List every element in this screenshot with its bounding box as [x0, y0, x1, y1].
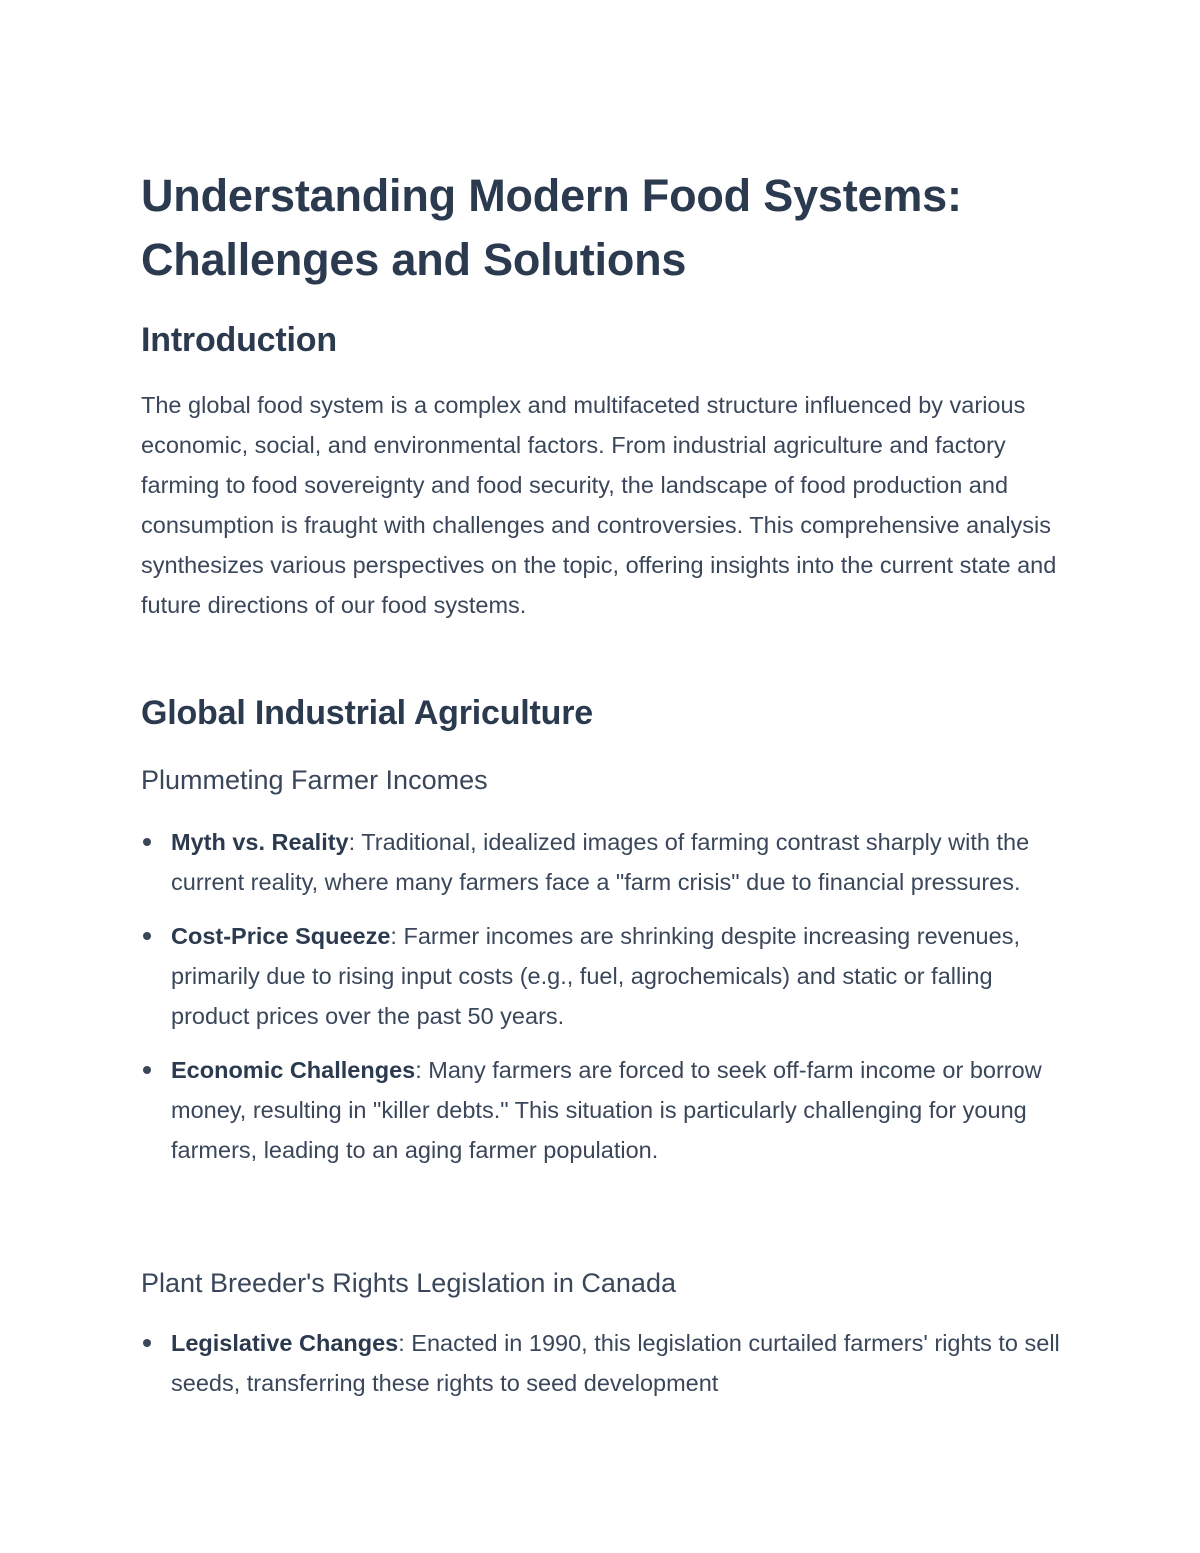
list-item-text: : Farmer incomes are shrinking despite increasing revenues, primarily due to rising input costs (e.g., fuel, agrochemicals) and static or falling product prices over the past 50 years. — [171, 923, 1020, 1029]
list-item — [141, 916, 1066, 1036]
list-item-label: Legislative Changes — [171, 1330, 399, 1356]
bullet-icon — [143, 932, 151, 940]
farmer-incomes-list — [141, 822, 1066, 1184]
bullet-icon — [143, 1339, 151, 1347]
list-item-text: : Enacted in 1990, this legislation curtailed farmers' rights to sell seeds, transferring these rights to seed development — [171, 1330, 1060, 1396]
list-item-label: Economic Challenges — [171, 1057, 416, 1083]
subsection-heading-farmer-incomes: Plummeting Farmer Incomes — [141, 765, 488, 795]
section-heading-introduction: Introduction — [141, 321, 337, 359]
document-page — [141, 0, 1066, 1553]
list-item — [141, 822, 1066, 902]
introduction-paragraph: The global food system is a complex and multifaceted structure influenced by various economic, social, and environmental factors. From industrial agriculture and factory farming to food sovereignty and food security, the landscape of food production and consumption is fraught with challenges and controversies. This comprehensive analysis synthesizes various perspectives on the topic, offering insights into the current state and future directions of our food systems. — [141, 392, 1057, 618]
bullet-icon — [143, 838, 151, 846]
list-item — [141, 1323, 1066, 1403]
plant-breeders-rights-list — [141, 1323, 1066, 1417]
list-item-label: Cost-Price Squeeze — [171, 923, 391, 949]
list-item-text: : Traditional, idealized images of farming contrast sharply with the current reality, where many farmers face a "farm crisis" due to financial pressures. — [171, 829, 1030, 895]
list-item — [141, 1050, 1066, 1170]
list-item-text: : Many farmers are forced to seek off-farm income or borrow money, resulting in "killer debts." This situation is particularly challenging for young farmers, leading to an aging farmer population. — [171, 1057, 1042, 1163]
document-title: Understanding Modern Food Systems: Challenges and Solutions — [141, 170, 962, 285]
section-heading-global-industrial-agriculture: Global Industrial Agriculture — [141, 694, 593, 732]
bullet-icon — [143, 1066, 151, 1074]
subsection-heading-plant-breeders-rights: Plant Breeder's Rights Legislation in Canada — [141, 1268, 676, 1298]
list-item-label: Myth vs. Reality — [171, 829, 349, 855]
